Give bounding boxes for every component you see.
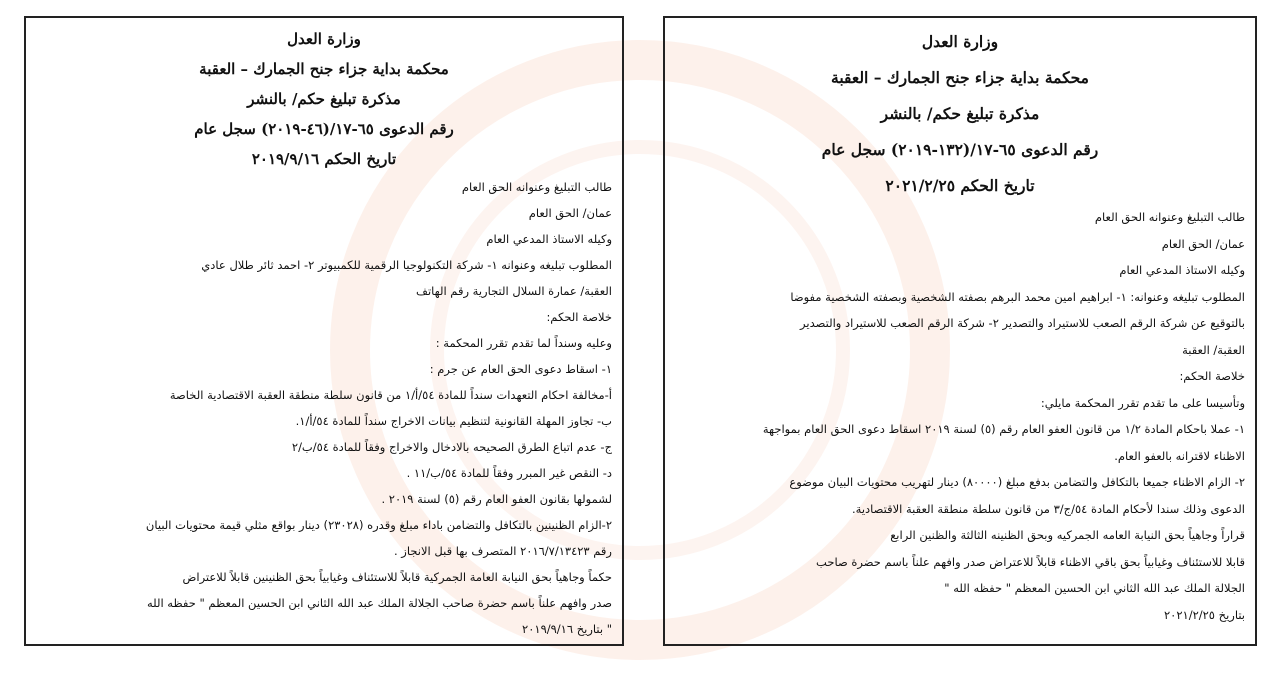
text-line: وعليه وسنداً لما تقدم تقرر المحكمة : [435, 336, 612, 350]
text-line: قابلا للاستئناف وغيابياً بحق باقي الاظناء قابلاً للاعتراض صدر وافهم علناً باسم حضرة صاحب [816, 554, 1245, 569]
text-line: رقم ٢٠١٦/٧/١٣٤٢٣ المتصرف بها قبل الانجاز . [393, 544, 612, 558]
text-line: الجلالة الملك عبد الله الثاني ابن الحسين المعظم " حفظه الله " [944, 581, 1245, 595]
text-line: عمان/ الحق العام [528, 206, 612, 220]
case-number: رقم الدعوى ٦٥-١٧/(٤٦-٢٠١٩) سجل عام [194, 120, 454, 138]
text-line: العقبة/ عمارة السلال التجارية رقم الهاتف [416, 284, 612, 298]
court-name: محكمة بداية جزاء جنح الجمارك – العقبة [199, 60, 449, 78]
text-line: المطلوب تبليغه وعنوانه: ١- ابراهيم امين محمد البرهم بصفته الشخصية وبصفته الشخصية مفوضا [790, 289, 1245, 304]
text-line: ١- اسقاط دعوى الحق العام عن جرم : [429, 362, 612, 376]
text-line: خلاصة الحكم: [1179, 369, 1245, 383]
notice-body [675, 204, 1245, 628]
text-line: بتاريخ ٢٠٢١/٢/٢٥ [1163, 607, 1245, 622]
judgment-date: تاريخ الحكم ٢٠١٩/٩/١٦ [251, 150, 397, 168]
text-line: ب- تجاوز المهلة القانونية لتنظيم بيانات الاخراج سنداً للمادة ٥٤/أ/١. [295, 414, 612, 428]
memo-title: مذكرة تبليغ حكم/ بالنشر [880, 104, 1040, 123]
text-line: " بتاريخ ٢٠١٩/٩/١٦ [522, 622, 612, 636]
text-line: ٢-الزام الظنينين بالتكافل والتضامن باداء مبلغ وقدره (٢٣٠٢٨) دينار بواقع مثلي قيمة محتويات البيان [145, 518, 612, 532]
text-line: حكماً وجاهياً بحق النيابة العامة الجمركية قابلاً للاستئناف وغيابياً بحق الظنينين قابلاً للاعتراض [182, 570, 612, 584]
text-line: العقبة/ العقبة [1182, 342, 1245, 357]
text-line: خلاصة الحكم: [546, 310, 612, 324]
text-line: عمان/ الحق العام [1161, 236, 1245, 251]
text-line: ج- عدم اتباع الطرق الصحيحه بالادخال والاخراج وفقاً للمادة ٥٤/ب/٢ [291, 440, 612, 454]
court-name: محكمة بداية جزاء جنح الجمارك – العقبة [831, 68, 1089, 87]
text-line: وكيله الاستاذ المدعي العام [1119, 263, 1245, 277]
text-line: المطلوب تبليغه وعنوانه ١- شركة التكنولوجيا الرقمية للكمبيوتر ٢- احمد ثائر طلال عادي [201, 258, 612, 272]
text-line: الدعوى وذلك سندا لأحكام المادة ٥٤/ج/٣ من قانون سلطة منطقة العقبة الاقتصادية. [852, 501, 1245, 516]
text-line: بالتوقيع عن شركة الرقم الصعب للاستيراد والتصدير ٢- شركة الرقم الصعب للاستيراد والتصدير [800, 316, 1245, 330]
ministry-title: وزارة العدل [287, 30, 361, 48]
text-line: ٢- الزام الاظناء جميعا بالتكافل والتضامن بدفع مبلغ (٨٠٠٠٠) دينار لتهريب محتويات البيان موضوع [789, 475, 1245, 489]
text-line: طالب التبليغ وعنوانه الحق العام [1094, 210, 1245, 224]
case-number: رقم الدعوى ٦٥-١٧/(١٣٢-٢٠١٩) سجل عام [821, 140, 1099, 159]
text-line: طالب التبليغ وعنوانه الحق العام [461, 180, 612, 194]
text-line: د- النقص غير المبرر وفقاً للمادة ٥٤/ب/١١ . [406, 466, 612, 480]
notice-header [36, 24, 612, 174]
text-line: صدر وافهم علناً باسم حضرة صاحب الجلالة الملك عبد الله الثاني ابن الحسين المعظم " حفظه الله [146, 596, 612, 610]
text-line: أ-مخالفة احكام التعهدات سنداً للمادة ٥٤/أ/١ من قانون سلطة منطقة العقبة الاقتصادية الخاصة [169, 388, 612, 402]
text-line: قراراً وجاهياً بحق النيابة العامه الجمركيه وبحق الظنينه الثالثة والظنين الرابع [890, 528, 1245, 542]
ministry-title: وزارة العدل [921, 32, 999, 51]
text-line: لشمولها بقانون العفو العام رقم (٥) لسنة ٢٠١٩ . [381, 492, 612, 506]
notice-header [675, 24, 1245, 204]
text-line: وتأسيسا على ما تقدم تقرر المحكمة مايلي: [1040, 395, 1245, 410]
court-notice-right [663, 16, 1257, 646]
text-line: الاظناء لاقترانه بالعفو العام. [1114, 448, 1245, 463]
court-notice-left [24, 16, 624, 646]
judgment-date: تاريخ الحكم ٢٠٢١/٢/٢٥ [885, 176, 1035, 195]
text-line: ١- عملا باحكام المادة ١/٢ من قانون العفو العام رقم (٥) لسنة ٢٠١٩ اسقاط دعوى الحق العام بمواجهة [762, 422, 1245, 436]
notice-body [36, 174, 612, 642]
memo-title: مذكرة تبليغ حكم/ بالنشر [247, 90, 401, 108]
text-line: وكيله الاستاذ المدعي العام [486, 232, 612, 246]
